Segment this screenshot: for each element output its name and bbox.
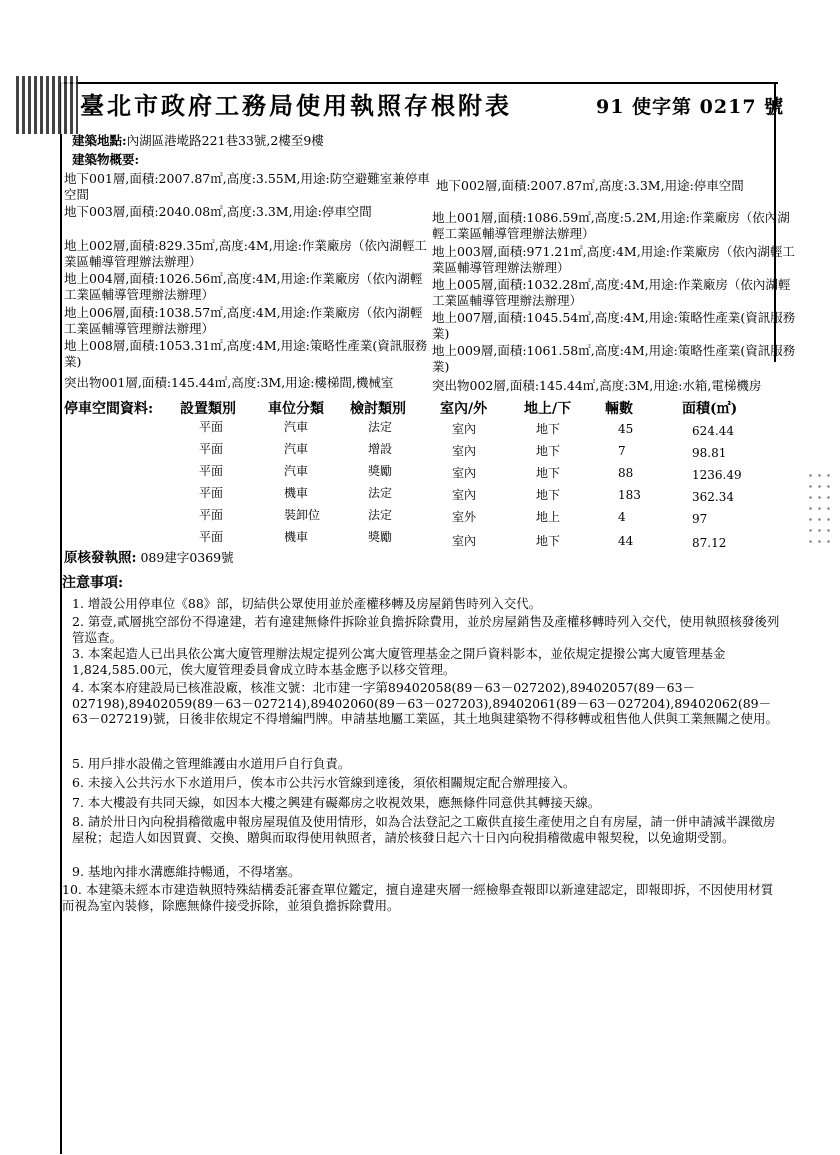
scan-stamp-mark [16,76,78,134]
table-cell: 624.44 [692,424,734,438]
floor-1f: 地上001層,面積:1086.59㎡,高度:5.2M,用途:作業廠房（依內湖輕工業區輔導管理辦法辦理） [432,210,790,241]
location-line [72,133,324,149]
table-cell: 汽車 [284,420,309,434]
table-cell: 98.81 [692,446,727,460]
original-permit-line [64,550,234,566]
floor-8f: 地上008層,面積:1053.31㎡,高度:4M,用途:策略性產業(資訊服務業) [64,338,428,369]
table-cell: 地上 [536,510,561,524]
table-cell: 獎勵 [368,464,393,478]
table-cell: 1236.49 [692,468,742,482]
parking-col-count: 輛數 [605,401,633,417]
parking-section-label: 停車空間資料: [64,401,154,417]
floor-ph1: 突出物001層,面積:145.44㎡,高度:3M,用途:樓梯間,機械室 [64,375,394,390]
table-cell: 地下 [536,534,561,548]
table-cell: 法定 [368,508,393,522]
floor-b1: 地下001層,面積:2007.87㎡,高度:3.55M,用途:防空避難室兼停車空間 [64,171,430,202]
table-cell: 機車 [284,530,309,544]
note-item: 6. 未接入公共污水下水道用戶，俟本市公共污水管線到達後，須依相關規定配合辦理接入。 [72,775,576,790]
table-cell: 7 [618,444,626,458]
table-cell: 汽車 [284,464,309,478]
parking-col-area: 面積(㎡) [682,401,738,417]
note-item: 10. 本建築未經本市建造執照特殊結構委託審查單位鑑定，擅自違建夾層一經檢舉查報即以新違建認定，即報即拆，不因使用材質而視為室內裝修，除應無條件接受拆除，並須負擔拆除費用。 [62,882,774,913]
parking-col-indoor: 室內/外 [440,401,488,417]
floor-b2: 地下002層,面積:2007.87㎡,高度:3.3M,用途:停車空間 [436,178,744,193]
parking-col-type: 車位分類 [268,401,324,417]
table-cell: 97 [692,512,708,526]
note-item: 9. 基地內排水溝應維持暢通，不得堵塞。 [72,864,301,879]
table-cell: 88 [618,466,634,480]
table-cell: 法定 [368,420,393,434]
scan-noise [806,470,836,550]
table-cell: 機車 [284,486,309,500]
table-cell: 平面 [199,464,224,478]
table-cell: 平面 [199,508,224,522]
table-cell: 地下 [536,444,561,458]
parking-col-setup: 設置類別 [180,401,236,417]
table-cell: 室內 [452,444,477,458]
original-permit-value: 089建字0369號 [140,550,234,565]
table-cell: 增設 [368,442,393,456]
document-title: 臺北市政府工務局使用執照存根附表 [80,91,512,120]
permit-number: 91 使字第 0217 號 [596,96,785,118]
table-cell: 87.12 [692,536,727,550]
floor-4f: 地上004層,面積:1026.56㎡,高度:4M,用途:作業廠房（依內湖輕工業區輔導管理辦法辦理） [64,271,423,302]
note-item: 8. 請於卅日內向稅捐稽徵處申報房屋現值及使用情形，如為合法登記之工廠供直接生產使用之自有房屋，請一併申請減半課徵房屋稅；起造人如因買賣、交換、贈與而取得使用執照者，請於核發日起六十日內向稅捐稽徵處申報契稅，以免逾期受罰。 [72,814,776,845]
parking-col-review: 檢討類別 [350,401,406,417]
floor-b3: 地下003層,面積:2040.08㎡,高度:3.3M,用途:停車空間 [64,204,372,219]
note-item: 3. 本案起造人已出具依公寓大廈管理辦法規定提列公寓大廈管理基金之開戶資料影本，並依規定提撥公寓大廈管理基金1,824,585.00元，俟大廈管理委員會成立時本基金應予以移交管理。 [72,646,726,677]
floor-3f: 地上003層,面積:971.21㎡,高度:4M,用途:作業廠房（依內湖輕工業區輔導管理辦法辦理） [432,244,795,275]
table-cell: 室內 [452,466,477,480]
table-cell: 平面 [199,530,224,544]
table-cell: 法定 [368,486,393,500]
table-cell: 44 [618,534,634,548]
table-cell: 裝卸位 [284,508,321,522]
note-item: 7. 本大樓設有共同天線，如因本大樓之興建有礙鄰房之收視效果，應無條件同意供其轉接天線。 [72,795,601,810]
table-cell: 平面 [199,442,224,456]
table-cell: 地下 [536,422,561,436]
table-cell: 362.34 [692,490,734,504]
table-cell: 汽車 [284,442,309,456]
overview-label: 建築物概要: [72,152,140,167]
table-cell: 室內 [452,488,477,502]
parking-col-level: 地上/下 [524,401,572,417]
floor-6f: 地上006層,面積:1038.57㎡,高度:4M,用途:作業廠房（依內湖輕工業區輔導管理辦法辦理） [64,305,423,336]
floor-9f: 地上009層,面積:1061.58㎡,高度:4M,用途:策略性產業(資訊服務業) [432,343,796,374]
notes-title: 注意事項: [62,575,124,591]
location-label: 建築地點: [72,133,127,148]
table-cell: 室外 [452,510,477,524]
note-item: 5. 用戶排水設備之管理維護由水道用戶自行負責。 [72,756,351,771]
table-cell: 地下 [536,466,561,480]
table-cell: 平面 [199,486,224,500]
table-cell: 平面 [199,420,224,434]
table-cell: 獎勵 [368,530,393,544]
note-item: 4. 本案本府建設局已核准設廠，核准文號：北市建一字第89402058(89－63－027202),89402057(89－63－027198),89402059(89－63－027214),89402060(89－63－027203),89402061(89－63－027204),89402062(89－63－027219)號，日後非依規定不得增編門牌。申請基地屬工業區，其土地與建築物不得移轉或租售他人供與工業無關之使用。 [72,680,779,726]
table-cell: 室內 [452,534,477,548]
note-item: 1. 增設公用停車位《88》部，切結供公眾使用並於產權移轉及房屋銷售時列入交代。 [72,596,542,611]
table-cell: 地下 [536,488,561,502]
floor-7f: 地上007層,面積:1045.54㎡,高度:4M,用途:策略性產業(資訊服務業) [432,310,796,341]
location-value: 內湖區港墘路221巷33號,2樓至9樓 [126,133,324,148]
original-permit-label: 原核發執照: [64,550,137,566]
table-cell: 183 [618,488,641,502]
note-item: 2. 第壹,貳層挑空部份不得違建，若有違建無條件拆除並負擔拆除費用，並於房屋銷售及產權移轉時列入交代，使用執照核發後列管巡查。 [72,614,780,645]
floor-2f: 地上002層,面積:829.35㎡,高度:4M,用途:作業廠房（依內湖輕工業區輔導管理辦法辦理） [64,238,427,269]
floor-ph2: 突出物002層,面積:145.44㎡,高度:3M,用途:水箱,電梯機房 [432,378,762,393]
table-cell: 室內 [452,422,477,436]
table-cell: 4 [618,510,626,524]
table-cell: 45 [618,422,634,436]
floor-5f: 地上005層,面積:1032.28㎡,高度:4M,用途:作業廠房（依內湖輕工業區輔導管理辦法辦理） [432,277,791,308]
